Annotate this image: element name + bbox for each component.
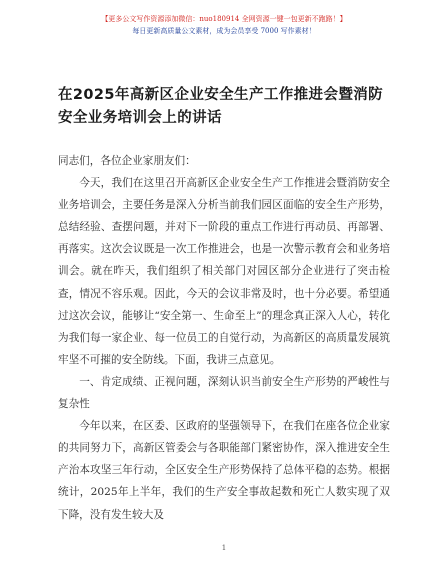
salutation: 同志们，各位企业家朋友们： <box>58 155 196 167</box>
promo-banner-line2: 每日更新高质量公文素材，成为会员享受 7000 写作素材！ <box>132 27 316 35</box>
section-heading-1: 一、肯定成绩、正视问题，深刻认识当前安全生产形势的严峻性与复杂性 <box>58 375 390 411</box>
paragraph-section-1: 今年以来，在区委、区政府的坚强领导下，在我们在座各位企业家的共同努力下，高新区管委会与各职能部门紧密协作，深入推进安全生产治本攻坚三年行动，全区安全生产形势保持了总体平稳的态势。根据统计，2025年上半年，我们的生产安全事故起数和死亡人数实现了双下降，没有发生较大及 <box>58 420 390 521</box>
page-number: 1 <box>221 544 227 552</box>
document-body <box>58 150 390 526</box>
paragraph-intro: 今天，我们在这里召开高新区企业安全生产工作推进会暨消防安全业务培训会，主要任务是深入分析当前我们园区面临的安全生产形势，总结经验、查摆问题，并对下一阶段的重点工作进行再动员、再部署、再落实。这次会议既是一次工作推进会，也是一次警示教育会和业务培训会。就在昨天，我们组织了相关部门对园区部分企业进行了突击检查，情况不容乐观。因此，今天的会议非常及时，也十分必要。希望通过这次会议，能够让“安全第一、生命至上”的理念真正深入人心，转化为我们每一家企业、每一位员工的自觉行动，为高新区的高质量发展筑牢坚不可摧的安全防线。下面，我讲三点意见。 <box>58 177 390 366</box>
document-title: 在2025年高新区企业安全生产工作推进会暨消防安全业务培训会上的讲话 <box>58 87 384 126</box>
promo-banner-line1: 【更多公文写作资源添加微信：nuo180914 全网资源一键一包更新不跑路！】 <box>101 15 347 23</box>
